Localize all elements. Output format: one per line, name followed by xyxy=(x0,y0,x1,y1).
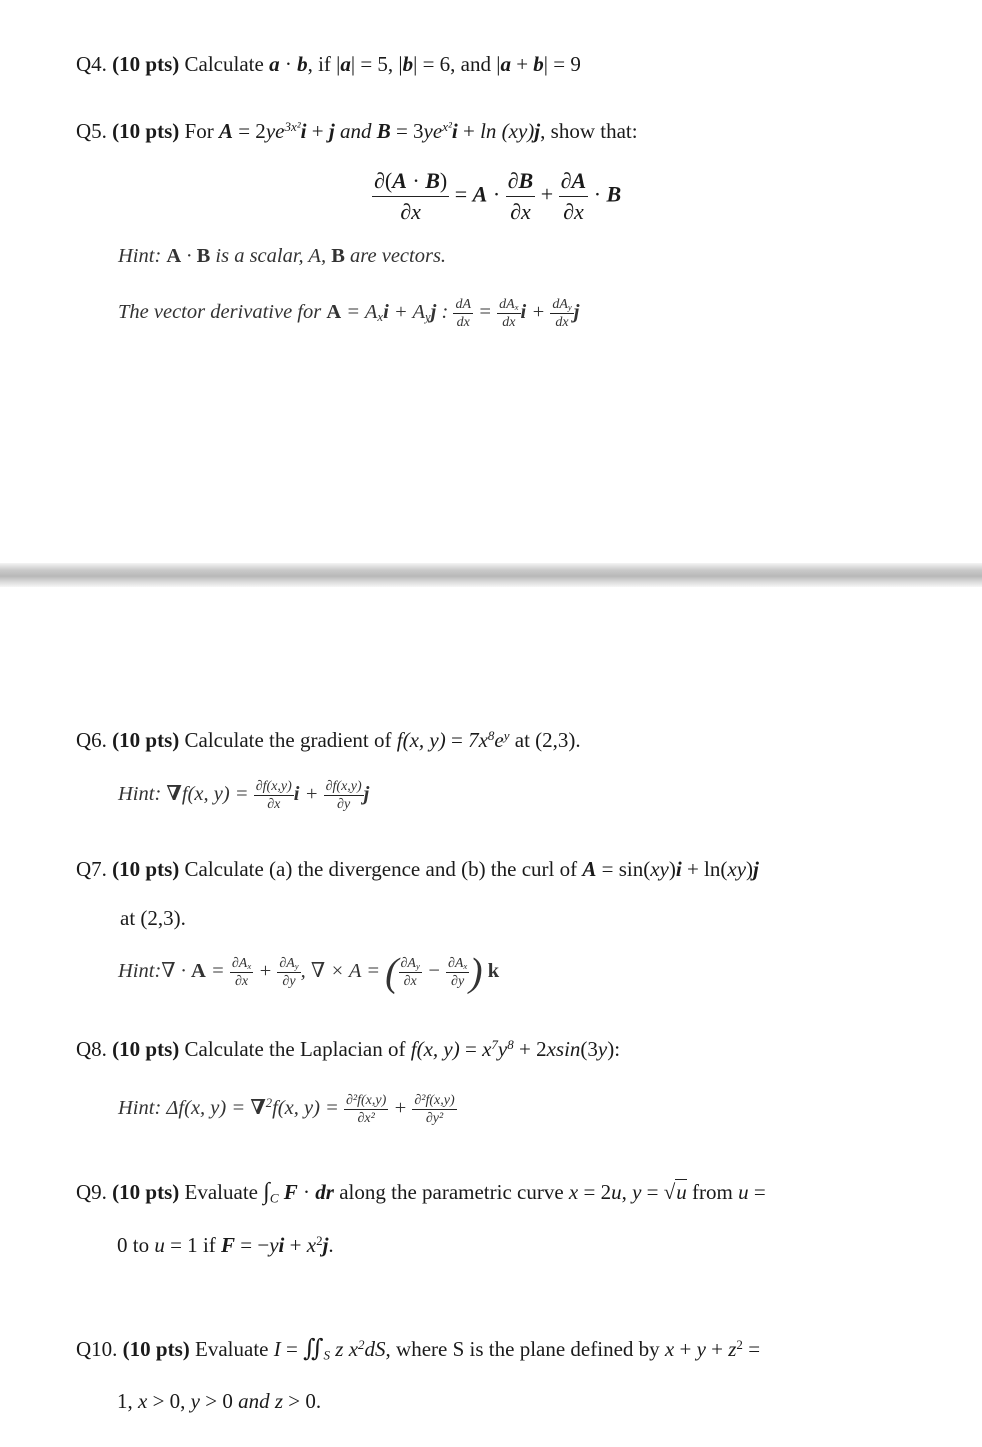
q9-param-a: x = 2u, y = √u from u = xyxy=(568,1180,766,1204)
q9-line xyxy=(76,1178,766,1206)
q10-points: (10 pts) xyxy=(122,1337,190,1361)
q9-if: if xyxy=(202,1233,216,1257)
q5-hint-scalar: Hint: A · B is a scalar, A, B are vectors. xyxy=(118,245,447,267)
q8-hint: Hint: Δf(x, y) = ∇$^2$f(x, y) = $\frac{\text{∂²f(x,y)}}{\text{∂x²}}$ + $\frac{\text{∂²f(x,y)}}{\text{∂y²}}$ xyxy=(118,1093,455,1126)
q10-plane-b: 1, x > 0, y > 0 and z > 0. xyxy=(117,1389,322,1413)
page-divider xyxy=(0,563,982,587)
q9-integral: $\int_C$ F · dr xyxy=(263,1179,334,1206)
q10-integral: $I = ∬_S$ z $x^2dS$, xyxy=(273,1336,391,1363)
q10-line xyxy=(76,1335,760,1363)
q9-curve: along the parametric curve xyxy=(339,1180,564,1204)
q10-label: Q10. xyxy=(76,1337,118,1361)
q5-label: Q5. xyxy=(76,119,107,143)
q10-text: Evaluate xyxy=(195,1337,269,1361)
q6-at: at (2,3). xyxy=(514,728,581,752)
q7-hint: Hint:∇ · A = $\frac{\partial A_x}{\partial x}$ + $\frac{\partial A_y}{\partial y}$ , ∇ × A = ( $\frac{\partial A_y}{\partial x}$ − $\frac{\partial A_x}{\partial y}$ ) k xyxy=(118,949,500,995)
q7-field: A = sin(xy)i + ln(xy)j xyxy=(582,857,759,881)
q5-hint-derivative-prefix: The vector derivative for xyxy=(118,301,322,324)
q9-line-2 xyxy=(117,1231,334,1259)
q5-line xyxy=(76,117,638,145)
q5-show: , show that: xyxy=(540,119,638,143)
q5-points: (10 pts) xyxy=(112,119,180,143)
q9-points: (10 pts) xyxy=(112,1180,180,1204)
q5-definitions: $A = 2ye^{3x^2}i + j$ and $B = 3ye^{x^2}i + \ln (xy)j$ xyxy=(218,118,541,143)
q7-line xyxy=(76,855,759,883)
q7-at: at (2,3). xyxy=(120,906,186,930)
page-bottom xyxy=(0,590,982,1447)
q5-hint-derivative-expr: $A = A_xi + A_yj$ : $\frac{dA}{dx}$ = $\frac{dA_x}{dx}$ i + $\frac{dA_y}{dx}$ j xyxy=(326,297,580,330)
q4-label: Q4. xyxy=(76,52,107,76)
q9-field: $F = -yi + x^2j$. xyxy=(221,1232,334,1257)
q10-where: where S is the plane defined by xyxy=(396,1337,660,1361)
q6-points: (10 pts) xyxy=(112,728,180,752)
q8-label: Q8. xyxy=(76,1037,107,1061)
q6-function: f(x, y) xyxy=(396,728,446,752)
q6-line: Q6. (10 pts) Calculate the gradient of f(x, $y) = 7x^8e^y$ at (2,3). xyxy=(76,727,581,752)
q8-function: f(x, $y) = x^7y^8 + 2xsin(3y)$: xyxy=(410,1036,621,1061)
page-top xyxy=(0,0,982,560)
q4-expr: a · b, if |a| = 5, |b| = 6, and |a + b| = 9 xyxy=(269,52,581,76)
q9-label: Q9. xyxy=(76,1180,107,1204)
q9-param-b: 0 to u = 1 xyxy=(117,1233,198,1257)
q5-identity: $\frac{\partial(A \cdot B)}{\partial x}$ = A · $\frac{\partial B}{\partial x}$ + $\frac{\partial A}{\partial x}$ · B xyxy=(374,168,622,224)
q4-text: Calculate xyxy=(184,52,264,76)
q10-plane-a: $x + y + z^2$ = xyxy=(664,1336,761,1361)
q6-text: Calculate the gradient of xyxy=(184,728,392,752)
q7-text: Calculate (a) the divergence and (b) the curl of xyxy=(184,857,578,881)
q5-hint-derivative xyxy=(118,296,579,331)
q7-label: Q7. xyxy=(76,857,107,881)
q6-label: Q6. xyxy=(76,728,107,752)
q8-points: (10 pts) xyxy=(112,1037,180,1061)
q9-text: Evaluate xyxy=(184,1180,258,1204)
q7-points: (10 pts) xyxy=(112,857,180,881)
q8-line xyxy=(76,1035,620,1063)
q5-text: For xyxy=(184,119,214,143)
q6-hint: Hint: ∇f(x, y) = $\frac{\partial f(x,y)}{\partial x}$ i + $\frac{\partial f(x,y)}{\partial y}$ j xyxy=(118,779,370,812)
q4-points: (10 pts) xyxy=(112,52,180,76)
q8-text: Calculate the Laplacian of xyxy=(184,1037,406,1061)
q4-line xyxy=(76,50,581,78)
